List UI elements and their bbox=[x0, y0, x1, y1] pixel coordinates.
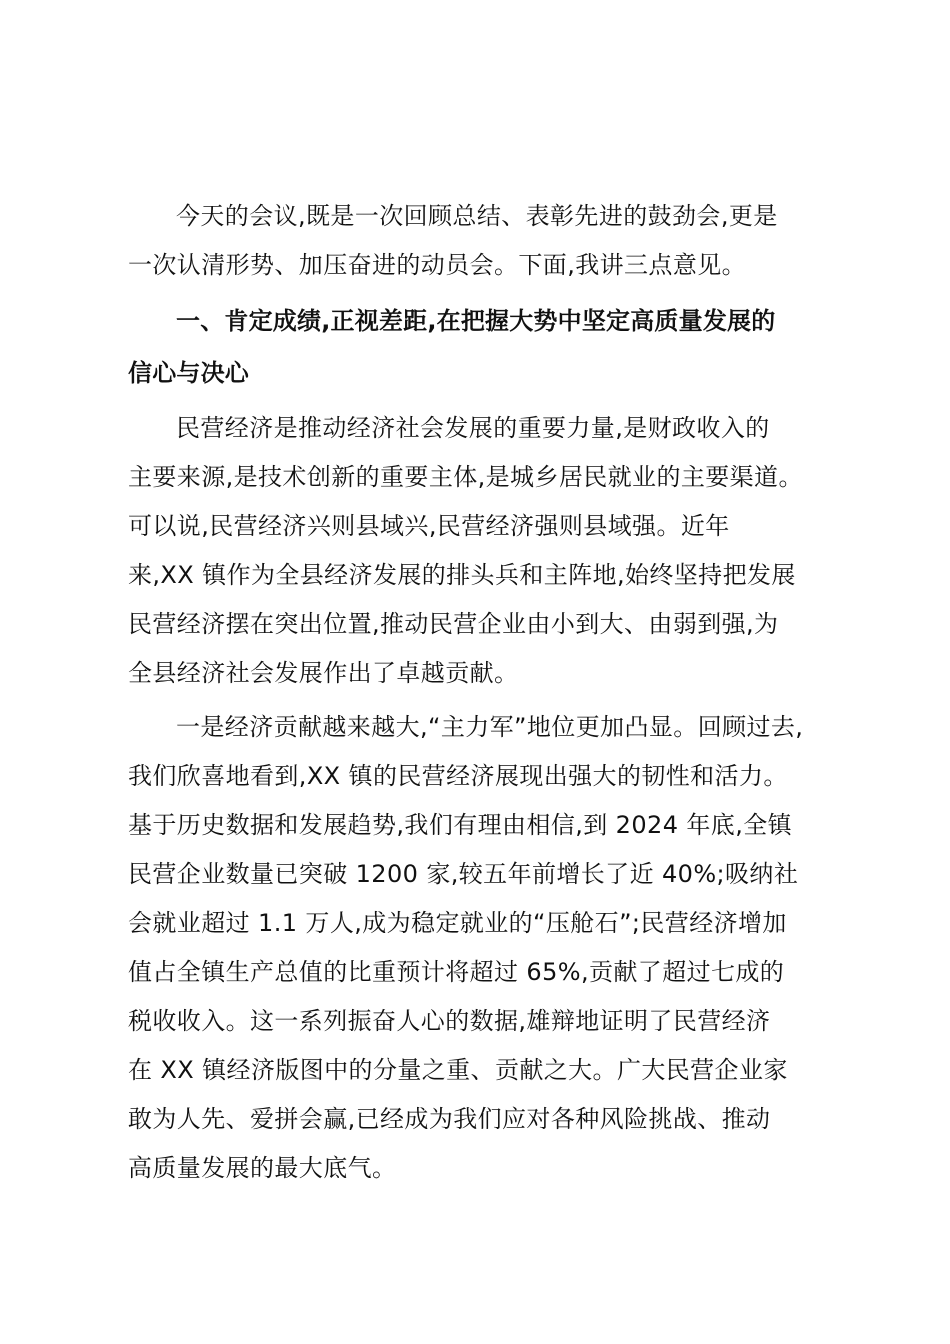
paragraph-intro bbox=[128, 192, 828, 290]
text-line: 敢为人先、爱拼会赢,已经成为我们应对各种风险挑战、推动 bbox=[128, 1105, 771, 1133]
text-line: 全县经济社会发展作出了卓越贡献。 bbox=[128, 659, 519, 687]
text-line: 税收收入。这一系列振奋人心的数据,雄辩地证明了民营经济 bbox=[128, 1007, 771, 1035]
paragraph-contribution bbox=[128, 703, 828, 1193]
text-line: 我们欣喜地看到,XX 镇的民营经济展现出强大的韧性和活力。 bbox=[128, 762, 788, 790]
text-line: 主要来源,是技术创新的重要主体,是城乡居民就业的主要渠道。 bbox=[128, 463, 803, 491]
paragraph-private-economy bbox=[128, 404, 828, 698]
text-line: 可以说,民营经济兴则县域兴,民营经济强则县域强。近年 bbox=[128, 512, 730, 540]
text-line: 民营企业数量已突破 1200 家,较五年前增长了近 40%;吸纳社 bbox=[128, 860, 799, 888]
document-body bbox=[128, 192, 828, 1198]
text-line: 今天的会议,既是一次回顾总结、表彰先进的鼓劲会,更是 bbox=[176, 202, 778, 230]
text-line: 来,XX 镇作为全县经济发展的排头兵和主阵地,始终坚持把发展 bbox=[128, 561, 796, 589]
text-line: 会就业超过 1.1 万人,成为稳定就业的“压舱石”;民营经济增加 bbox=[128, 909, 787, 937]
text-line: 一次认清形势、加压奋进的动员会。下面,我讲三点意见。 bbox=[128, 251, 747, 279]
heading-line: 一、肯定成绩,正视差距,在把握大势中坚定高质量发展的 bbox=[176, 307, 776, 335]
text-line: 值占全镇生产总值的比重预计将超过 65%,贡献了超过七成的 bbox=[128, 958, 785, 986]
text-line: 基于历史数据和发展趋势,我们有理由相信,到 2024 年底,全镇 bbox=[128, 811, 793, 839]
heading-line: 信心与决心 bbox=[128, 359, 249, 387]
text-line: 民营经济摆在突出位置,推动民营企业由小到大、由弱到强,为 bbox=[128, 610, 779, 638]
text-line: 在 XX 镇经济版图中的分量之重、贡献之大。广大民营企业家 bbox=[128, 1056, 788, 1084]
text-line: 民营经济是推动经济社会发展的重要力量,是财政收入的 bbox=[176, 414, 770, 442]
text-line: 高质量发展的最大底气。 bbox=[128, 1154, 397, 1182]
text-line: 一是经济贡献越来越大,“主力军”地位更加凸显。回顾过去, bbox=[176, 713, 804, 741]
section-heading-1 bbox=[128, 295, 828, 399]
